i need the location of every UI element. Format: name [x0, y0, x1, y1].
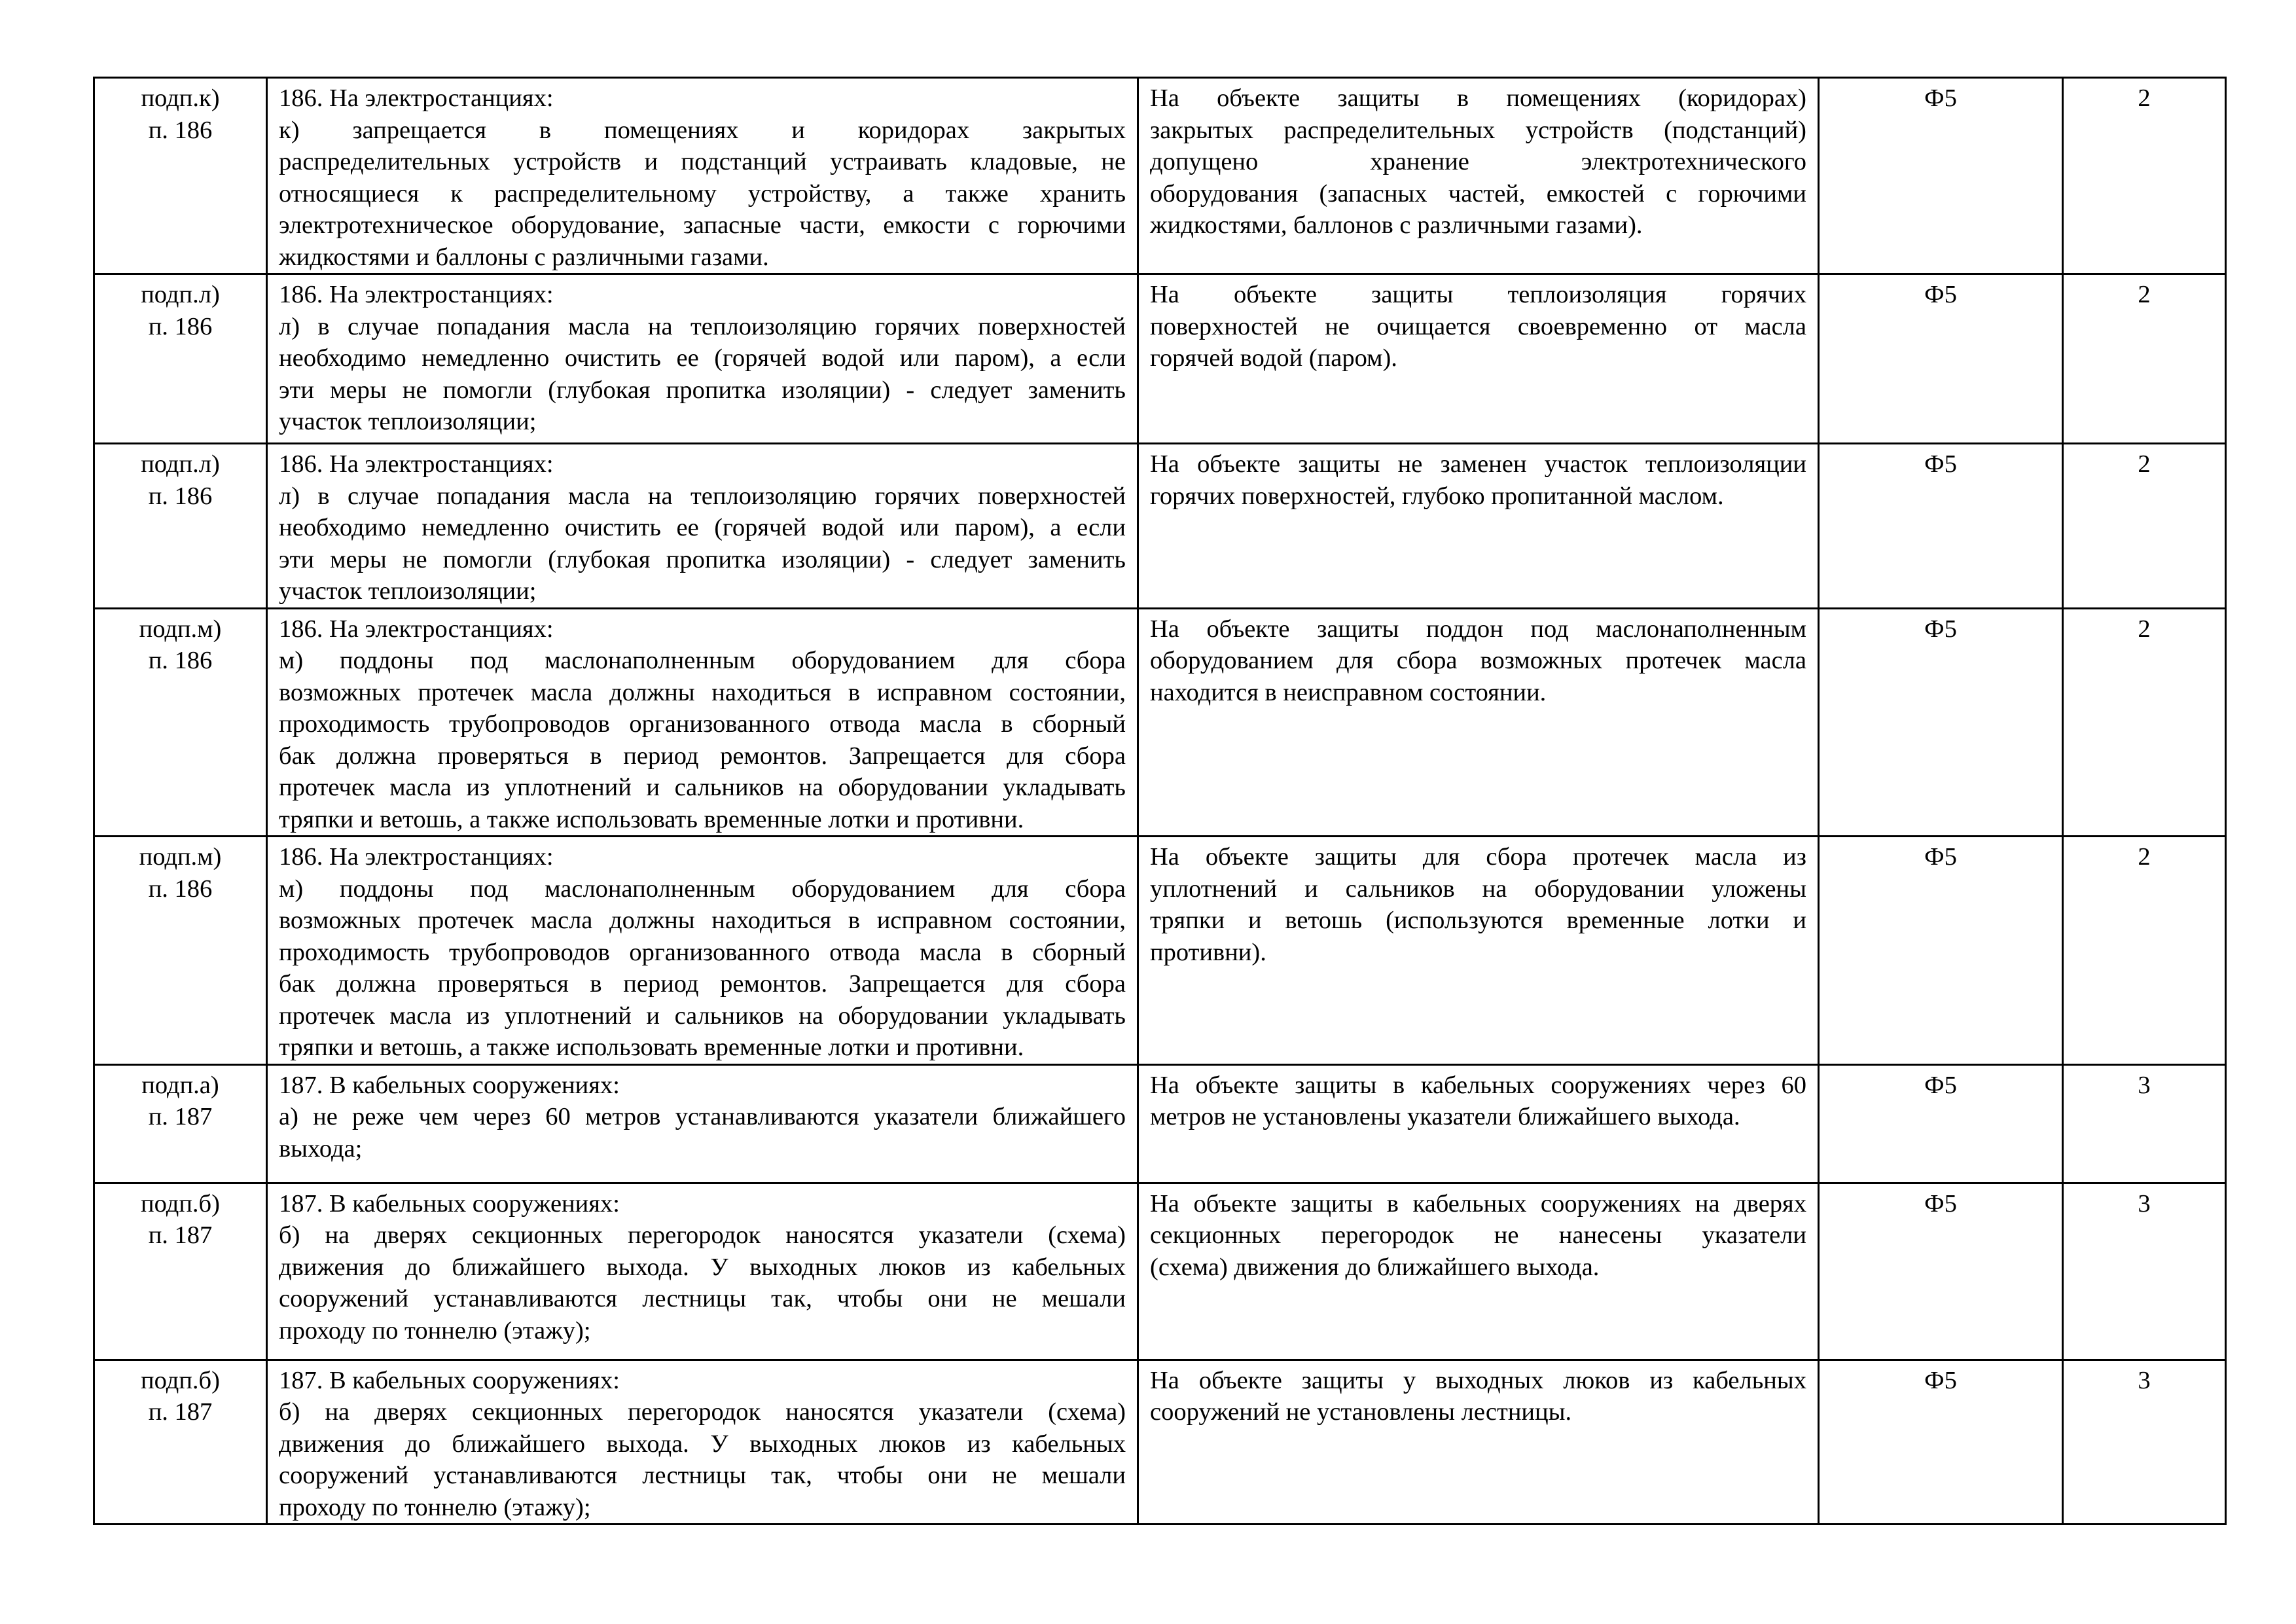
- category-cell: 3: [2063, 1360, 2226, 1525]
- category-cell: 3: [2063, 1064, 2226, 1183]
- subclause-ref: подп.м): [139, 615, 222, 643]
- violation-cell: [1138, 274, 1819, 444]
- requirement-heading: 186. На электростанциях:: [279, 84, 554, 112]
- requirement-text-line: м) поддоны под маслонаполненным оборудованием для сбора: [279, 875, 1126, 903]
- requirement-text-line: сооружений устанавливаются лестницы так, чтобы они не мешали: [279, 1462, 1126, 1489]
- violation-text-line: На объекте защиты не заменен участок теплоизоляции: [1150, 450, 1806, 478]
- clause-ref: п. 186: [148, 647, 213, 674]
- requirement-heading: 187. В кабельных сооружениях:: [279, 1366, 620, 1394]
- requirements-table: [93, 77, 2227, 1525]
- requirement-text-line: выхода;: [279, 1134, 363, 1163]
- hazard-class-cell: Ф5: [1819, 444, 2063, 609]
- clause-ref: п. 186: [148, 875, 213, 903]
- requirement-text-line: эти меры не помогли (глубокая пропитка изоляции) - следует заменить: [279, 376, 1126, 404]
- table-row: [94, 837, 2226, 1065]
- requirement-heading: 187. В кабельных сооружениях:: [279, 1071, 620, 1099]
- requirement-text-line: б) на дверях секционных перегородок наносятся указатели (схема): [279, 1398, 1126, 1426]
- violation-cell: [1138, 1183, 1819, 1360]
- requirement-text-line: а) не реже чем через 60 метров устанавливаются указатели ближайшего: [279, 1103, 1126, 1130]
- requirement-text-line: необходимо немедленно очистить ее (горячей водой или паром), а если: [279, 514, 1126, 541]
- requirement-text-line: тряпки и ветошь, а также использовать временные лотки и противни.: [279, 1034, 1024, 1061]
- violation-cell: [1138, 78, 1819, 274]
- violation-text-line: уплотнений и сальников на оборудовании уложены: [1150, 875, 1806, 903]
- table-row: [94, 1183, 2226, 1360]
- requirement-text-line: проходимость трубопроводов организованного отвода масла в сборный: [279, 710, 1126, 738]
- requirement-text-line: участок теплоизоляции;: [279, 577, 537, 605]
- subclause-ref: подп.б): [141, 1366, 220, 1394]
- hazard-class-cell: Ф5: [1819, 274, 2063, 444]
- hazard-class-cell: Ф5: [1819, 837, 2063, 1065]
- table-row: [94, 1360, 2226, 1525]
- requirement-text-line: необходимо немедленно очистить ее (горячей водой или паром), а если: [279, 344, 1126, 372]
- requirement-text-line: проходу по тоннелю (этажу);: [279, 1493, 591, 1521]
- table-row: [94, 78, 2226, 274]
- requirement-text-line: движения до ближайшего выхода. У выходных люков из кабельных: [279, 1430, 1126, 1458]
- requirement-text-line: относящиеся к распределительному устройству, а также хранить: [279, 179, 1126, 208]
- clause-ref: п. 186: [148, 116, 213, 144]
- reference-cell: [94, 1064, 267, 1183]
- requirement-text-line: проходимость трубопроводов организованного отвода масла в сборный: [279, 938, 1126, 966]
- requirement-text-line: протечек масла из уплотнений и сальников на оборудовании укладывать: [279, 1001, 1126, 1030]
- violation-text-line: горячей водой (паром).: [1150, 344, 1397, 372]
- reference-cell: [94, 608, 267, 837]
- violation-text-line: жидкостями, баллонов с различными газами).: [1150, 211, 1643, 239]
- requirement-text-line: сооружений устанавливаются лестницы так, чтобы они не мешали: [279, 1285, 1126, 1312]
- requirement-cell: [267, 444, 1138, 609]
- violation-text-line: сооружений не установлены лестницы.: [1150, 1398, 1572, 1426]
- clause-ref: п. 186: [148, 312, 213, 340]
- category-cell: 2: [2063, 444, 2226, 609]
- violation-text-line: оборудованием для сбора возможных протечек масла: [1150, 647, 1806, 674]
- subclause-ref: подп.а): [141, 1071, 219, 1099]
- category-cell: 2: [2063, 274, 2226, 444]
- requirement-text-line: л) в случае попадания масла на теплоизоляцию горячих поверхностей: [279, 312, 1126, 340]
- violation-text-line: противни).: [1150, 938, 1266, 966]
- hazard-class-cell: Ф5: [1819, 1064, 2063, 1183]
- requirement-text-line: электротехническое оборудование, запасные части, емкости с горючими: [279, 211, 1126, 239]
- requirement-heading: 186. На электростанциях:: [279, 843, 554, 871]
- violation-cell: [1138, 444, 1819, 609]
- violation-text-line: На объекте защиты теплоизоляция горячих: [1150, 281, 1806, 308]
- category-cell: 2: [2063, 78, 2226, 274]
- requirement-text-line: б) на дверях секционных перегородок наносятся указатели (схема): [279, 1221, 1126, 1249]
- clause-ref: п. 187: [148, 1221, 213, 1249]
- violation-text-line: На объекте защиты в кабельных сооружениях на дверях: [1150, 1189, 1806, 1218]
- violation-text-line: находится в неисправном состоянии.: [1150, 678, 1547, 706]
- violation-text-line: (схема) движения до ближайшего выхода.: [1150, 1253, 1600, 1281]
- violation-text-line: закрытых распределительных устройств (подстанций): [1150, 116, 1806, 144]
- violation-cell: [1138, 1064, 1819, 1183]
- requirement-text-line: участок теплоизоляции;: [279, 408, 537, 435]
- requirement-text-line: движения до ближайшего выхода. У выходных люков из кабельных: [279, 1253, 1126, 1281]
- requirement-text-line: протечек масла из уплотнений и сальников на оборудовании укладывать: [279, 774, 1126, 801]
- violation-text-line: оборудования (запасных частей, емкостей с горючими: [1150, 179, 1806, 208]
- violation-text-line: На объекте защиты в кабельных сооружениях через 60: [1150, 1071, 1806, 1099]
- requirement-heading: 186. На электростанциях:: [279, 281, 554, 308]
- requirement-cell: [267, 837, 1138, 1065]
- requirement-text-line: распределительных устройств и подстанций устраивать кладовые, не: [279, 148, 1126, 175]
- clause-ref: п. 187: [148, 1103, 213, 1130]
- violation-text-line: секционных перегородок не нанесены указатели: [1150, 1221, 1806, 1249]
- violation-cell: [1138, 608, 1819, 837]
- violation-text-line: метров не установлены указатели ближайшего выхода.: [1150, 1103, 1740, 1130]
- requirement-heading: 187. В кабельных сооружениях:: [279, 1189, 620, 1218]
- reference-cell: [94, 274, 267, 444]
- requirement-cell: [267, 78, 1138, 274]
- hazard-class-cell: Ф5: [1819, 608, 2063, 837]
- requirement-text-line: бак должна проверяться в период ремонтов. Запрещается для сбора: [279, 742, 1126, 770]
- violation-text-line: горячих поверхностей, глубоко пропитанной маслом.: [1150, 482, 1724, 510]
- reference-cell: [94, 444, 267, 609]
- violation-text-line: На объекте защиты для сбора протечек масла из: [1150, 843, 1806, 871]
- table-row: [94, 608, 2226, 837]
- requirement-text-line: жидкостями и баллоны с различными газами.: [279, 243, 769, 271]
- violation-text-line: допущено хранение электротехнического: [1150, 148, 1806, 175]
- violation-text-line: На объекте защиты в помещениях (коридорах): [1150, 84, 1806, 112]
- subclause-ref: подп.л): [141, 450, 220, 478]
- requirement-text-line: проходу по тоннелю (этажу);: [279, 1316, 591, 1344]
- requirement-cell: [267, 608, 1138, 837]
- violation-text-line: поверхностей не очищается своевременно от масла: [1150, 312, 1806, 340]
- reference-cell: [94, 78, 267, 274]
- requirement-text-line: к) запрещается в помещениях и коридорах закрытых: [279, 116, 1126, 144]
- reference-cell: [94, 837, 267, 1065]
- subclause-ref: подп.л): [141, 281, 220, 308]
- hazard-class-cell: Ф5: [1819, 1360, 2063, 1525]
- subclause-ref: подп.к): [141, 84, 220, 112]
- requirement-cell: [267, 274, 1138, 444]
- requirement-text-line: бак должна проверяться в период ремонтов. Запрещается для сбора: [279, 970, 1126, 998]
- clause-ref: п. 187: [148, 1398, 213, 1426]
- requirement-text-line: возможных протечек масла должны находиться в исправном состоянии,: [279, 678, 1126, 706]
- reference-cell: [94, 1183, 267, 1360]
- subclause-ref: подп.м): [139, 843, 222, 871]
- requirement-text-line: эти меры не помогли (глубокая пропитка изоляции) - следует заменить: [279, 545, 1126, 573]
- reference-cell: [94, 1360, 267, 1525]
- requirement-cell: [267, 1064, 1138, 1183]
- requirement-heading: 186. На электростанциях:: [279, 615, 554, 643]
- table-body: [94, 78, 2226, 1525]
- requirement-heading: 186. На электростанциях:: [279, 450, 554, 478]
- category-cell: 2: [2063, 608, 2226, 837]
- requirement-text-line: л) в случае попадания масла на теплоизоляцию горячих поверхностей: [279, 482, 1126, 510]
- violation-text-line: На объекте защиты поддон под маслонаполненным: [1150, 615, 1806, 643]
- requirement-text-line: м) поддоны под маслонаполненным оборудованием для сбора: [279, 647, 1126, 674]
- hazard-class-cell: Ф5: [1819, 1183, 2063, 1360]
- hazard-class-cell: Ф5: [1819, 78, 2063, 274]
- table-row: [94, 1064, 2226, 1183]
- table-row: [94, 274, 2226, 444]
- category-cell: 2: [2063, 837, 2226, 1065]
- violation-cell: [1138, 1360, 1819, 1525]
- violation-cell: [1138, 837, 1819, 1065]
- violation-text-line: тряпки и ветошь (используются временные лотки и: [1150, 907, 1806, 934]
- violation-text-line: На объекте защиты у выходных люков из кабельных: [1150, 1366, 1806, 1394]
- clause-ref: п. 186: [148, 482, 213, 510]
- requirement-text-line: тряпки и ветошь, а также использовать временные лотки и противни.: [279, 805, 1024, 833]
- subclause-ref: подп.б): [141, 1189, 220, 1218]
- requirement-cell: [267, 1360, 1138, 1525]
- category-cell: 3: [2063, 1183, 2226, 1360]
- table-row: [94, 444, 2226, 609]
- requirement-text-line: возможных протечек масла должны находиться в исправном состоянии,: [279, 907, 1126, 934]
- requirement-cell: [267, 1183, 1138, 1360]
